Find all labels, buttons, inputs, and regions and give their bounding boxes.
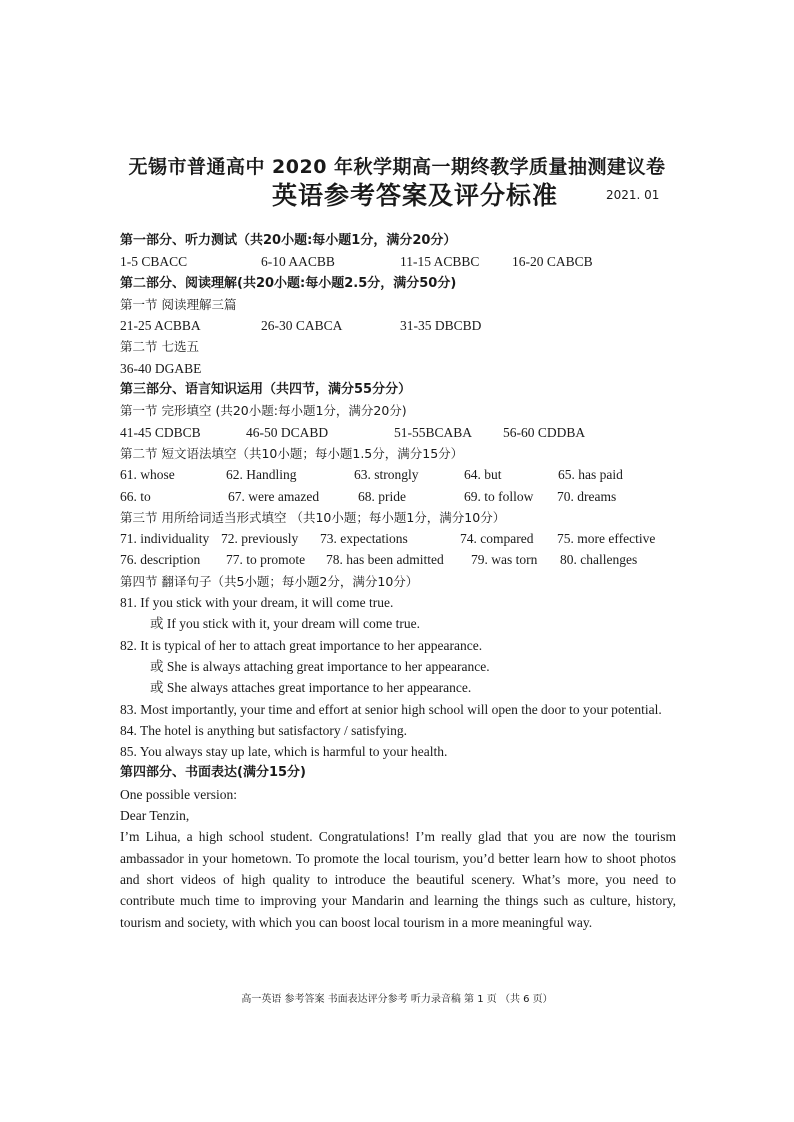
part2-section2-answer: 36-40 DGABE — [120, 360, 202, 376]
writing-greeting: Dear Tenzin, — [120, 808, 190, 824]
answer-group: 1-5 CBACC — [120, 254, 188, 270]
answer-item: 70. dreams — [557, 488, 617, 504]
part1-heading: 第一部分、听力测试（共20小题:每小题1分，满分20分） — [120, 233, 457, 248]
answer-group: 56-60 CDDBA — [503, 424, 586, 440]
answer-content — [120, 230, 680, 933]
subtitle-row — [0, 176, 794, 210]
page-footer: 高一英语 参考答案 书面表达评分参考 听力录音稿 第 1 页 （共 6 页） — [241, 994, 553, 1005]
answer-item: 62. Handling — [226, 467, 297, 483]
answer-item: 71. individuality — [120, 531, 210, 547]
answer-group: 21-25 ACBBA — [120, 318, 201, 334]
answer-item: 73. expectations — [320, 531, 408, 547]
part3-section2-row1 — [120, 464, 680, 485]
translation-81: 81. If you stick with your dream, it will come true. — [120, 595, 394, 611]
translation-82-alt: 或 She always attaches great importance to her appearance. — [150, 680, 472, 696]
answer-group: 41-45 CDBCB — [120, 424, 201, 440]
part2-section1-answers — [120, 315, 680, 336]
answer-item: 74. compared — [460, 531, 534, 547]
answer-item: 67. were amazed — [228, 488, 320, 504]
answer-group: 46-50 DCABD — [246, 424, 329, 440]
translation-82: 82. It is typical of her to attach great importance to her appearance. — [120, 637, 483, 653]
answer-item: 72. previously — [221, 531, 299, 547]
part2-heading: 第二部分、阅读理解(共20小题:每小题2.5分，满分50分) — [120, 275, 457, 291]
answer-group: 31-35 DBCBD — [400, 318, 482, 334]
translation-82-alt: 或 She is always attaching great importance to her appearance. — [150, 658, 490, 674]
answer-item: 69. to follow — [464, 488, 534, 504]
answer-group: 16-20 CABCB — [512, 254, 593, 270]
answer-item: 63. strongly — [354, 467, 419, 483]
part3-section3-title: 第三节 用所给词适当形式填空 （共10小题；每小题1分，满分10分） — [120, 509, 506, 525]
part3-heading: 第三部分、语言知识运用（共四节，满分55分分） — [120, 382, 412, 398]
translation-85: 85. You always stay up late, which is harmful to your health. — [120, 744, 448, 760]
part1-answers — [120, 251, 680, 272]
document-date: 2021. 01 — [606, 188, 660, 202]
answer-item: 77. to promote — [226, 552, 306, 568]
answer-item: 66. to — [120, 488, 151, 504]
document-title: 无锡市普通高中 2020 年秋学期高一期终教学质量抽测建议卷 — [128, 156, 666, 178]
answer-group: 11-15 ACBBC — [400, 254, 480, 270]
part3-section3-row2 — [120, 549, 680, 570]
part3-section3-row1 — [120, 528, 680, 549]
document-subtitle: 英语参考答案及评分标准 — [272, 181, 559, 210]
answer-item: 80. challenges — [560, 552, 638, 568]
translation-83: 83. Most importantly, your time and effort at senior high school will open the door to your potential. — [120, 701, 662, 717]
part3-section1-title: 第一节 完形填空 (共20小题:每小题1分，满分20分) — [120, 403, 407, 419]
part2-section1-title: 第一节 阅读理解三篇 — [120, 296, 237, 312]
answer-item: 68. pride — [358, 488, 406, 504]
part3-section2-row2 — [120, 486, 680, 507]
part3-section4-title: 第四节 翻译句子（共5小题；每小题2分，满分10分） — [120, 573, 419, 589]
answer-item: 79. was torn — [471, 552, 538, 568]
answer-group: 6-10 AACBB — [261, 254, 335, 270]
writing-body: I’m Lihua, a high school student. Congratulations! I’m really glad that you are now the tourism ambassador in your hometown. To promote the local tourism, you’d better learn how to shoot photos and short videos of high quality to introduce the beautiful scenery. What’s more, you need to contribute much time to improving your Mandarin and learning the things such as culture, history, tourism and society, with which you can boost local tourism in a more meaningful way. — [120, 829, 676, 930]
part4-heading: 第四部分、书面表达(满分15分) — [120, 765, 306, 781]
answer-item: 65. has paid — [558, 467, 623, 483]
answer-group: 51-55BCABA — [394, 424, 473, 440]
answer-item: 75. more effective — [557, 531, 656, 547]
part3-section2-title: 第二节 短文语法填空（共10小题；每小题1.5分，满分15分） — [120, 445, 464, 461]
writing-intro: One possible version: — [120, 786, 237, 802]
translation-81-alt: 或 If you stick with it, your dream will come true. — [150, 616, 420, 632]
answer-item: 61. whose — [120, 467, 175, 483]
translation-84: 84. The hotel is anything but satisfactory / satisfying. — [120, 722, 407, 738]
answer-item: 78. has been admitted — [326, 552, 444, 568]
answer-item: 64. but — [464, 467, 502, 483]
answer-group: 26-30 CABCA — [261, 318, 343, 334]
answer-item: 76. description — [120, 552, 201, 568]
part3-section1-answers — [120, 422, 680, 443]
part2-section2-title: 第二节 七选五 — [120, 339, 199, 355]
